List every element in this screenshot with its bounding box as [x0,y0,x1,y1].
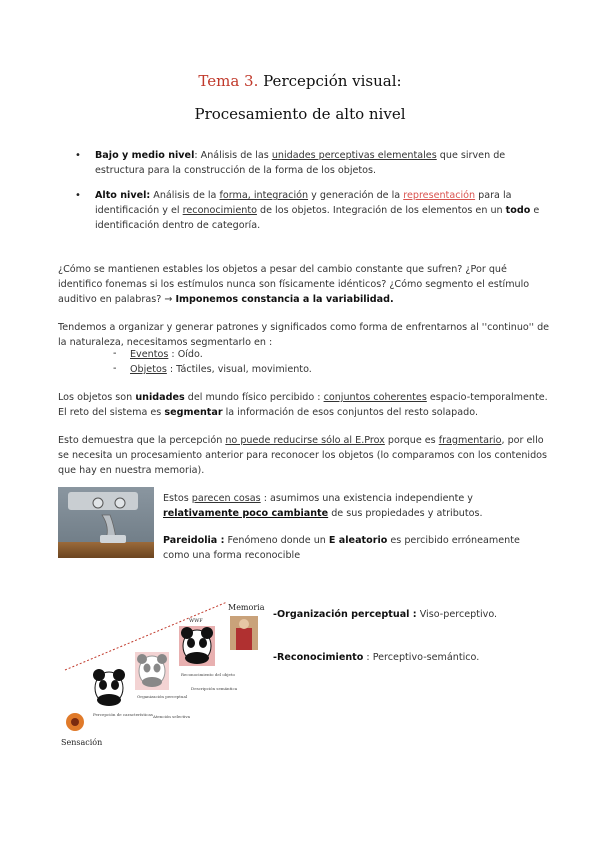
paragraph-text: Esto demuestra que la percepción [58,435,226,446]
paragraph-text: porque es [384,435,439,446]
paragraph-underlined: fragmentario [438,435,502,446]
paragraph-bold: segmentar [164,407,223,418]
bullet-bold: todo [505,205,531,216]
paragraph-text: es percibido erróneamente como una forma reconocible [163,535,520,561]
list-dash: - [113,348,117,359]
list-item-objetos [130,362,530,377]
paragraph-objetos-unidades [58,390,550,420]
paragraph-text: ¿Cómo se mantienen estables los objetos a pesar del cambio constante que sufren? ¿Por qué identifico fonemas si los estímulos nunca son físicamente idénticos? ¿Cómo segmento el estímulo auditivo en palabras? → [58,264,530,305]
paragraph-percepcion [58,433,550,478]
list-item-eventos [130,347,530,362]
paragraph-underlined: conjuntos coherentes [323,392,427,403]
label-bold: -Reconocimiento [273,652,364,663]
caption-reconocimiento: Reconocimiento del objeto [181,672,235,677]
bullet-bold: Alto nivel: [95,190,151,201]
bullet-dot: • [75,190,81,201]
label-text: Viso-perceptivo. [416,609,498,620]
perception-stages-diagram [55,598,270,748]
caption-percepcion: Percepción de características [93,712,153,717]
paragraph-text: Los objetos son [58,392,136,403]
title-number: Tema 3. [198,72,259,90]
paragraph-text: de sus propiedades y atributos. [328,508,483,519]
caption-organizacion: Organización perceptual [137,694,188,699]
bullet-text: que sirven de estructura para la construcción de la forma de los objetos. [95,150,506,176]
paragraph-text: Estos [163,493,192,504]
bullet-text: de los objetos. Integración de los elementos en un [256,205,506,216]
bullet-underlined: reconocimiento [182,205,257,216]
paragraph-pareidolia [163,533,548,563]
label-organizacion-perceptual [273,607,553,622]
sensacion-label: Sensación [61,738,103,747]
list-item-text: : Táctiles, visual, movimiento. [166,364,312,375]
bullet-text: e identificación dentro de categoría. [95,205,540,231]
title-text: Percepción visual: [258,72,402,90]
paragraph-text: , por ello se necesita un procesamiento anterior para reconocer los objetos (lo comparamos con los contenidos que hay en nuestra memoria). [58,435,548,476]
bullet-text: Análisis de la [150,190,220,201]
paragraph-underlined: parecen cosas [191,493,261,504]
paragraph-constancia [58,262,550,307]
bullet-text: : Análisis de las [194,150,272,161]
list-item-underlined: Objetos [130,364,167,375]
paragraph-bold-underlined: relativamente poco cambiante [163,508,329,519]
paragraph-text: del mundo físico percibido : [184,392,324,403]
page-title [0,72,600,90]
paragraph-text: : asumimos una existencia independiente y [260,493,473,504]
wwf-label: WWF [189,618,203,624]
bullet-bold: Bajo y medio nivel [95,150,195,161]
list-item-text: : Oído. [168,349,203,360]
caption-semantica: Descripción semántica [191,686,238,691]
paragraph-bold: Pareidolia : [163,535,225,546]
bullet-text: para la identificación y el [95,190,512,216]
paragraph-segmentar: Tendemos a organizar y generar patrones y significados como forma de enfrentarnos al ''continuo'' de la naturaleza, necesitamos segmentarlo en : [58,322,550,348]
bullet-text: y generación de la [308,190,404,201]
paragraph-parecen-cosas [163,491,548,521]
list-item-underlined: Eventos [130,349,169,360]
bullet-underlined: forma, integración [219,190,309,201]
pareidolia-photo [58,487,154,558]
paragraph-text: la información de esos conjuntos del resto solapado. [222,407,478,418]
bullet-red-underlined: representación [403,190,476,201]
paragraph-text: Fenómeno donde un [224,535,329,546]
bullet-alto-nivel [95,188,550,233]
bullet-dot: • [75,150,81,161]
paragraph-bold: E aleatorio [328,535,388,546]
bullet-underlined: unidades perceptivas elementales [271,150,437,161]
list-dash: - [113,363,117,374]
paragraph-text: espacio-temporalmente. El reto del sistema es [58,392,548,418]
page-subtitle: Procesamiento de alto nivel [194,105,406,123]
bullet-bajo-medio-nivel [95,148,550,178]
label-reconocimiento [273,650,553,665]
label-bold: -Organización perceptual : [273,609,417,620]
memoria-label: Memoria [228,603,265,612]
paragraph-underlined: no puede reducirse sólo al E.Prox [225,435,385,446]
label-text: : Perceptivo-semántico. [363,652,480,663]
paragraph-bold: Imponemos constancia a la variabilidad. [175,294,394,305]
paragraph-bold: unidades [135,392,185,403]
caption-atencion: Atención selectiva [153,714,190,719]
